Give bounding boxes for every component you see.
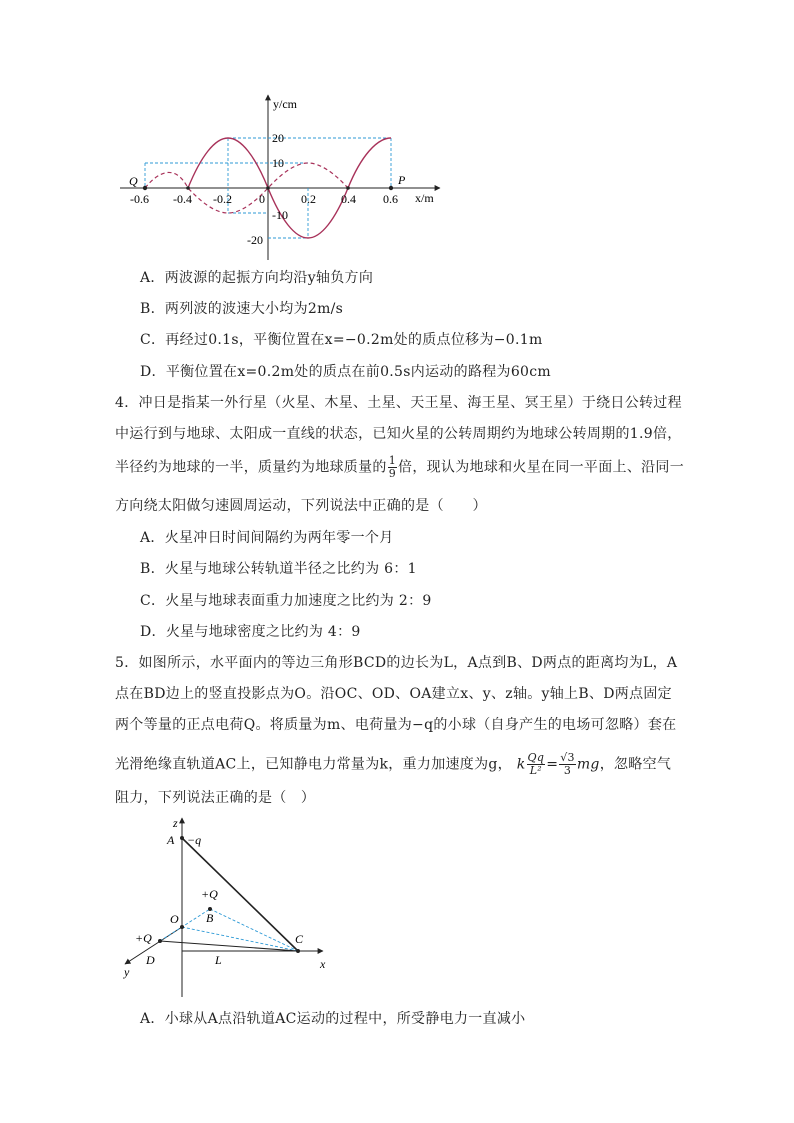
label-x: x: [320, 957, 326, 971]
q5-stem-line2: 点在BD边上的竖直投影点为O。沿OC、OD、OA建立x、y、z轴。y轴上B、D两点固定: [115, 686, 672, 702]
wave-figure: [115, 90, 455, 270]
x-axis-label: x/m: [415, 191, 434, 205]
label-z: z: [173, 816, 178, 830]
q3-option-c: C．再经过0.1s，平衡位置在x=−0.2m处的质点位移为−0.1m: [140, 332, 543, 348]
formula-mg: mg: [576, 756, 600, 773]
q5-stem-line4: [115, 752, 671, 777]
x-tick-label: 0.6: [383, 192, 398, 206]
q5-stem-line1: 5．如图所示，水平面内的等边三角形BCD的边长为L，A点到B、D两点的距离均为L，A: [115, 655, 678, 671]
label-c: C: [295, 932, 304, 946]
label-l: L: [215, 953, 222, 967]
y-axis-label: y/cm: [273, 97, 297, 111]
point-q-dot: [143, 186, 147, 190]
x-tick-label: -0.6: [130, 192, 149, 206]
track-ac: [182, 838, 298, 951]
q3-option-d: D．平衡位置在x=0.2m处的质点在前0.5s内运动的路程为60cm: [140, 364, 551, 380]
mass-fraction: $\frac{1}{9}$: [388, 454, 397, 480]
formula-equals: =: [546, 756, 559, 773]
x-tick-label: 0: [259, 192, 265, 206]
y-tick-label: 10: [272, 156, 284, 170]
q4-stem-line3b: 倍，现认为地球和火星在同一平面上、沿同一: [398, 459, 685, 476]
y-tick-label: -20: [247, 233, 263, 247]
q4-option-a: A．火星冲日时间间隔约为两年零一个月: [140, 530, 394, 546]
q4-option-d: D．火星与地球密度之比约为 4：9: [140, 624, 361, 640]
q3-option-a: A．两波源的起振方向均沿y轴负方向: [140, 270, 374, 286]
label-y: y: [124, 965, 130, 979]
label-b: B: [206, 911, 214, 925]
point-p-label: P: [398, 173, 406, 187]
q4-stem-line3: [115, 455, 684, 480]
q4-stem-line3a: 半径约为地球的一半，质量约为地球质量的: [115, 459, 387, 476]
q5-stem-line4a: 光滑绝缘直轨道AC上，已知静电力常量为k，重力加速度为g，: [115, 756, 512, 773]
label-o: O: [170, 912, 179, 926]
q4-stem-line2: 中运行到与地球、太阳成一直线的状态，已知火星的公转周期约为地球公转周期的1.9倍，: [115, 426, 682, 442]
label-a: A: [167, 833, 175, 847]
q5-stem-line5: 阻力，下列说法正确的是（ ）: [115, 790, 316, 806]
y-tick-label: -10: [272, 208, 288, 222]
label-plus-q-b: +Q: [201, 887, 218, 901]
geometry-figure: [115, 812, 355, 1002]
x-tick-label: -0.4: [173, 192, 192, 206]
label-plus-q-d: +Q: [135, 931, 152, 945]
point-p-dot: [389, 186, 393, 190]
x-tick-label: -0.2: [213, 192, 232, 206]
q4-option-b: B．火星与地球公转轨道半径之比约为 6：1: [140, 561, 417, 577]
formula-k: k: [516, 756, 526, 773]
q3-option-b: B．两列波的波速大小均为2m/s: [140, 301, 344, 317]
q4-option-c: C．火星与地球表面重力加速度之比约为 2：9: [140, 593, 432, 609]
formula-lhs-fraction: $\frac{Qq}{\text{L²}}$: [527, 751, 545, 777]
formula-rhs-fraction: $\frac{√3}{3}$: [560, 751, 575, 777]
q5-stem-line3: 两个等量的正点电荷Q。将质量为m、电荷量为−q的小球（自身产生的电场可忽略）套在: [115, 717, 677, 733]
label-minus-q: −q: [187, 833, 202, 847]
point-q-label: Q: [129, 174, 138, 188]
q5-stem-line4b: ，忽略空气: [599, 756, 672, 773]
q5-option-a: A．小球从A点沿轨道AC运动的过程中，所受静电力一直减小: [140, 1011, 526, 1027]
y-tick-label: 20: [272, 131, 284, 145]
x-tick-label: 0.2: [301, 192, 316, 206]
q4-stem-line4: 方向绕太阳做匀速圆周运动，下列说法中正确的是（ ）: [115, 498, 487, 514]
label-d: D: [146, 953, 155, 967]
x-tick-label: 0.4: [341, 192, 356, 206]
q4-stem-line1: 4．冲日是指某一外行星（火星、木星、土星、天王星、海王星、冥王星）于绕日公转过程: [115, 395, 682, 411]
